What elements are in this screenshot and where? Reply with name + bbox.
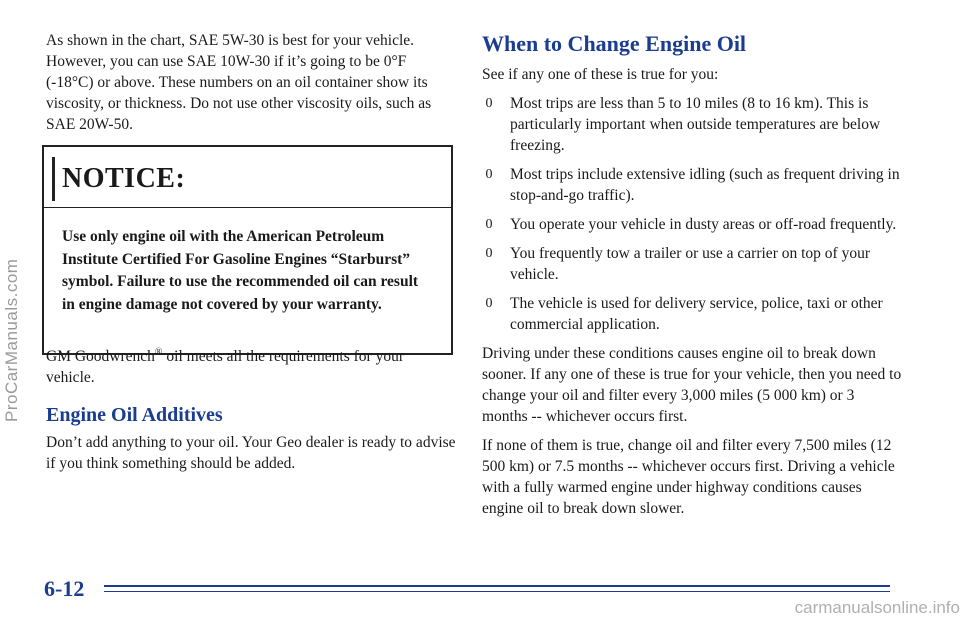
conditions-list [482,93,902,335]
page-number: 6-12 [44,576,85,601]
list-item [482,164,902,206]
list-item-text: You operate your vehicle in dusty areas or off-road frequently. [510,216,897,233]
list-item-text: Most trips include extensive idling (such as frequent driving in stop-and-go traffic). [510,166,900,204]
intro-paragraph: As shown in the chart, SAE 5W-30 is best for your vehicle. However, you can use SAE 10W-30 if it’s going to be 0°F (-18°C) or above. These numbers on an oil container show its viscosity, or thickness. Do not use other viscosity oils, such as SAE 20W-50. [46,32,432,133]
none-true-paragraph: If none of them is true, change oil and filter every 7,500 miles (12 500 km) or 7.5 months -- whichever occurs first. Driving a vehicle with a fully warmed engine under highway conditions causes engine oil to break down slower. [482,437,895,517]
list-item-text: The vehicle is used for delivery service, police, taxi or other commercial application. [510,295,883,333]
footer-rule [104,585,890,592]
additives-paragraph: Don’t add anything to your oil. Your Geo dealer is ready to advise if you think something should be added. [46,434,456,472]
additives-heading: Engine Oil Additives [46,404,223,426]
bullet-mark: 0 [485,246,493,261]
watermark-left: ProCarManuals.com [2,258,21,422]
notice-title: NOTICE: [44,147,451,208]
list-item-text: You frequently tow a trailer or use a carrier on top of your vehicle. [510,245,870,283]
goodwrench-paragraph [46,346,456,388]
list-item [482,93,902,156]
lead-sentence: See if any one of these is true for you: [482,66,719,83]
bullet-mark: 0 [485,96,493,111]
left-column [46,30,456,135]
registered-mark: ® [154,346,163,358]
goodwrench-pre: GM Goodwrench [46,348,155,365]
left-lower [46,346,456,474]
watermark-bottom-right: carmanualsonline.info [794,598,960,617]
right-column [482,30,902,519]
list-item [482,293,902,335]
notice-box [42,145,453,355]
list-item [482,243,902,285]
bullet-mark: 0 [485,167,493,182]
list-item-text: Most trips are less than 5 to 10 miles (8 to 16 km). This is particularly important when outside temperatures are below freezing. [510,95,881,154]
notice-body: Use only engine oil with the American Petroleum Institute Certified For Gasoline Engines “Starburst” symbol. Failure to use the recommended oil can result in engine damage not covered by your warranty. [62,228,419,313]
bullet-mark: 0 [485,296,493,311]
conditions-paragraph: Driving under these conditions causes engine oil to break down sooner. If any one of these is true for your vehicle, then you need to change your oil and filter every 3,000 miles (5 000 km) or 3 months -- whichever occurs first. [482,345,902,425]
bullet-mark: 0 [485,217,493,232]
oil-change-heading: When to Change Engine Oil [482,31,747,56]
goodwrench-post: oil meets all the requirements for your vehicle. [46,348,404,386]
list-item [482,214,902,235]
